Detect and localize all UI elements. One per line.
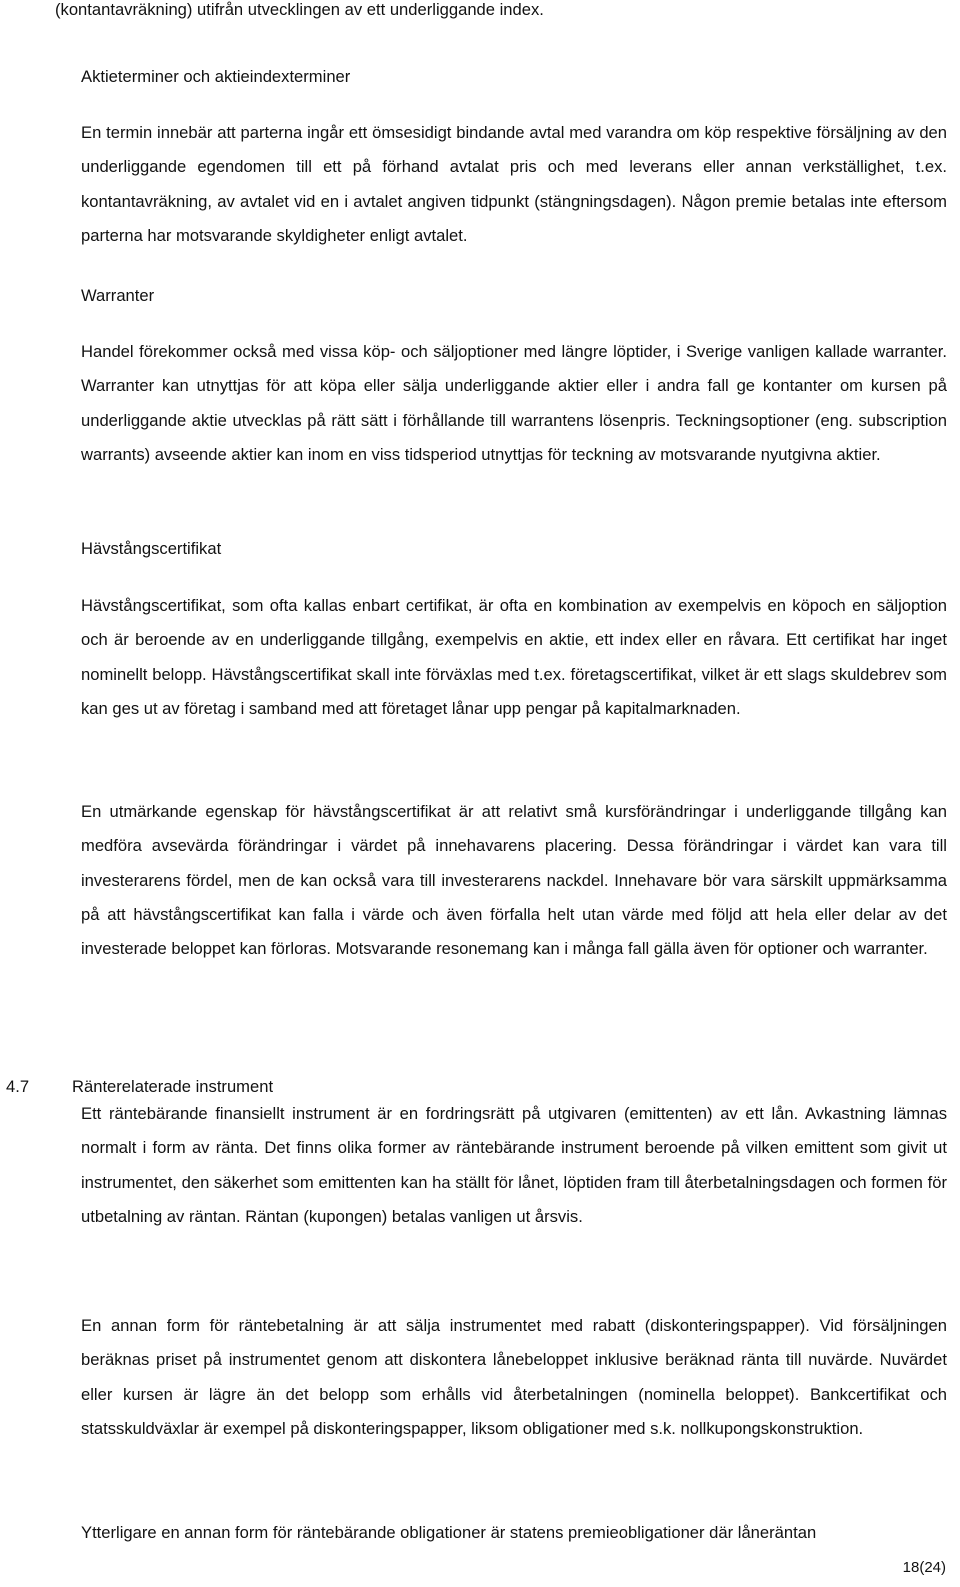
continuation-line: (kontantavräkning) utifrån utvecklingen av ett underliggande index. xyxy=(55,0,544,19)
section-title: Ränterelaterade instrument xyxy=(72,1077,274,1096)
section-number: 4.7 xyxy=(6,1077,30,1096)
heading-terminer: Aktieterminer och aktieindexterminer xyxy=(81,67,351,86)
paragraph-ranta-2: En annan form för räntebetalning är att sälja instrumentet med rabatt (diskonteringspapper). Vid försäljningen beräknas priset på instrumentet genom att diskontera lånebeloppet inklusive beräknad ränta till nuvärde. Nuvärdet eller kursen är lägre än det belopp som erhålls vid återbetalningen (nominella beloppet). Bankcertifikat och statsskuldväxlar är exempel på diskonteringspapper, liksom obligationer med s.k. nollkupongskonstruktion. xyxy=(81,1316,947,1438)
heading-warranter: Warranter xyxy=(81,286,155,305)
paragraph-havstang-2: En utmärkande egenskap för hävstångscertifikat är att relativt små kursförändringar i underliggande tillgång kan medföra avsevärda förändringar i värdet på innehavarens placering. Dessa förändringar i värdet kan vara till investerarens fördel, men de kan också vara till investerarens nackdel. Innehavare bör vara särskilt uppmärksamma på att hävstångscertifikat kan falla i värde och även förfalla helt utan värde med följd att hela eller delar av det investerade beloppet kan förloras. Motsvarande resonemang kan i många fall gälla även för optioner och warranter. xyxy=(81,802,947,959)
paragraph-ranta-1: Ett räntebärande finansiellt instrument är en fordringsrätt på utgivaren (emittenten) av ett lån. Avkastning lämnas normalt i form av ränta. Det finns olika former av räntebärande instrument beroende på vilken emittent som givit ut instrumentet, den säkerhet som emittenten kan ha ställt för lånet, löptiden fram till återbetalningsdagen och formen för utbetalning av räntan. Räntan (kupongen) betalas vanligen ut årsvis. xyxy=(81,1104,947,1226)
page-number: 18(24) xyxy=(902,1559,946,1576)
paragraph-warranter: Handel förekommer också med vissa köp- och säljoptioner med längre löptider, i Sverige vanligen kallade warranter. Warranter kan utnyttjas för att köpa eller sälja underliggande aktier eller i andra fall ge kontanter om kursen på underliggande aktie utvecklas på rätt sätt i förhållande till warrantens lösenpris. Teckningsoptioner (eng. subscription warrants) avseende aktier kan inom en viss tidsperiod utnyttjas för teckning av motsvarande nyutgivna aktier. xyxy=(81,342,947,464)
paragraph-havstang-1: Hävstångscertifikat, som ofta kallas enbart certifikat, är ofta en kombination av exempelvis en köpoch en säljoption och är beroende av en underliggande tillgång, exempelvis en aktie, ett index eller en råvara. Ett certifikat har inget nominellt belopp. Hävstångscertifikat skall inte förväxlas med t.ex. företagscertifikat, vilket är ett slags skuldebrev som kan ges ut av företag i samband med att företaget lånar upp pengar på kapitalmarknaden. xyxy=(81,596,947,718)
paragraph-ranta-3: Ytterligare en annan form för räntebärande obligationer är statens premieobligationer där låneräntan xyxy=(81,1523,817,1542)
heading-havstangscertifikat: Hävstångscertifikat xyxy=(81,539,222,558)
paragraph-terminer: En termin innebär att parterna ingår ett ömsesidigt bindande avtal med varandra om köp respektive försäljning av den underliggande egendomen till ett på förhand avtalat pris och med leverans eller annan verkställighet, t.ex. kontantavräkning, av avtalet vid en i avtalet angiven tidpunkt (stängningsdagen). Någon premie betalas inte eftersom parterna har motsvarande skyldigheter enligt avtalet. xyxy=(81,123,947,245)
